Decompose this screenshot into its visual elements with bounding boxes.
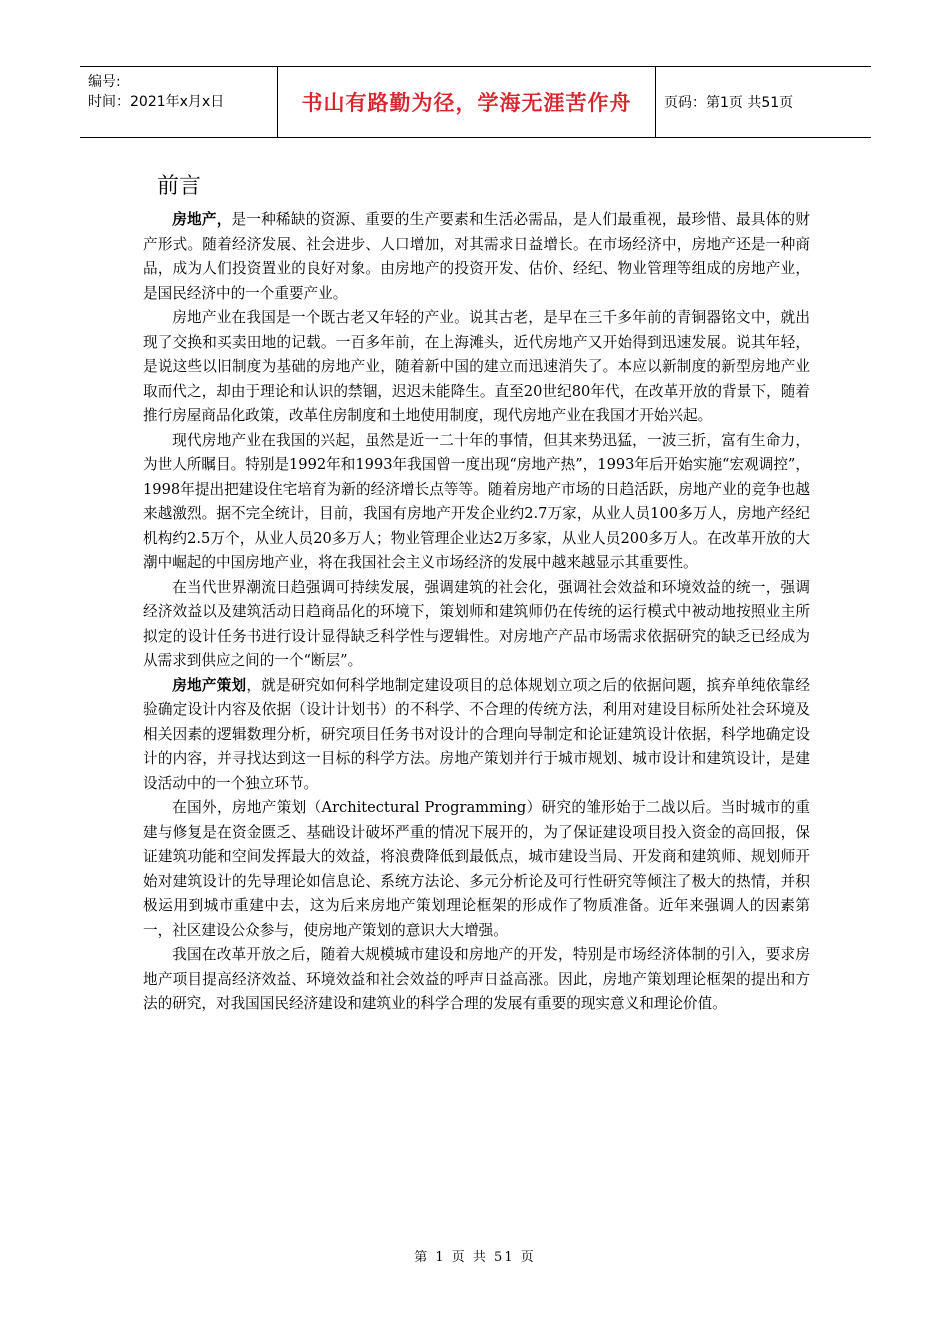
paragraph [143,576,810,674]
header-page-info: 页码：第1页 共51页 [664,95,794,111]
paragraph [143,208,810,306]
paragraph-text: ，就是研究如何科学地制定建设项目的总体规划立项之后的依据问题，摈弃单纯依靠经验确定设计内容及依据（设计计划书）的不科学、不合理的传统方法，利用对建设目标所处社会环境及相关因素的逻辑数理分析，研究项目任务书对设计的合理向导制定和论证建筑设计依据，科学地确定设计的内容，并寻找达到这一目标的科学方法。房地产策划并行于城市规划、城市设计和建筑设计，是建设活动中的一个独立环节。 [143,676,810,792]
paragraph-text: 现代房地产业在我国的兴起，虽然是近一二十年的事情，但其来势迅猛，一波三折，富有生命力，为世人所瞩目。特别是1992年和1993年我国曾一度出现“房地产热”，1993年后开始实施“宏观调控”，1998年提出把建设住宅培育为新的经济增长点等等。随着房地产市场的日趋活跃，房地产业的竞争也越来越激烈。据不完全统计，目前，我国有房地产开发企业约2.7万家，从业人员100多万人，房地产经纪机构约2.5万个，从业人员20多万人；物业管理企业达2万多家，从业人员200多万人。在改革开放的大潮中崛起的中国房地产业，将在我国社会主义市场经济的发展中越来越显示其重要性。 [143,431,810,571]
paragraph [143,796,810,943]
header-meta [80,67,278,137]
page-title: 前言 [157,174,202,199]
paragraph-lead: 房地产， [172,211,232,228]
paragraph [143,429,810,576]
body-text [143,208,810,1017]
paragraph-text: 房地产业在我国是一个既古老又年轻的产业。说其古老，是早在三千多年前的青铜器铭文中，就出现了交换和买卖田地的记载。一百多年前，在上海滩头，近代房地产又开始得到迅速发展。说其年轻，是说这些以旧制度为基础的房地产业，随着新中国的建立而迅速消失了。本应以新制度的新型房地产业取而代之，却由于理论和认识的禁锢，迟迟未能降生。直至20世纪80年代，在改革开放的背景下，随着推行房屋商品化政策，改革住房制度和土地使用制度，现代房地产业在我国才开始兴起。 [143,309,810,424]
page-footer: 第 1 页 共 51 页 [414,1250,536,1265]
header-motto: 书山有路勤为径，学海无涯苦作舟 [301,91,632,115]
header-page-info-cell [656,67,871,137]
paragraph-lead: 房地产策划 [172,676,247,694]
document-number-label: 编号: [88,74,121,90]
paragraph [143,943,810,1017]
paragraph [143,674,810,797]
paragraph-text: 在当代世界潮流日趋强调可持续发展，强调建筑的社会化，强调社会效益和环境效益的统一，强调经济效益以及建筑活动日趋商品化的环境下，策划师和建筑师仍在传统的运行模式中被动地按照业主所拟定的设计任务书进行设计显得缺乏科学性与逻辑性。对房地产产品市场需求依据研究的缺乏已经成为从需求到供应之间的一个“断层”。 [143,578,810,669]
header-motto-cell [278,67,656,137]
paragraph-text: 在国外，房地产策划（Architectural Programming）研究的雏形始于二战以后。当时城市的重建与修复是在资金匮乏、基础设计破坏严重的情况下展开的，为了保证建设项目投入资金的高回报，保证建筑功能和空间发挥最大的效益，将浪费降低到最低点，城市建设当局、开发商和建筑师、规划师开始对建筑设计的先导理论如信息论、系统方法论、多元分析论及可行性研究等倾注了极大的热情，并积极运用到城市重建中去，这为后来房地产策划理论框架的形成作了物质准备。近年来强调人的因素第一，社区建设公众参与，使房地产策划的意识大大增强。 [143,799,810,939]
paragraph [143,306,810,429]
paragraph-text: 我国在改革开放之后，随着大规模城市建设和房地产的开发，特别是市场经济体制的引入，要求房地产项目提高经济效益、环境效益和社会效益的呼声日益高涨。因此，房地产策划理论框架的提出和方法的研究，对我国国民经济建设和建筑业的科学合理的发展有重要的现实意义和理论价值。 [143,946,810,1012]
document-date: 时间：2021年x月x日 [88,94,225,110]
header-bar [80,66,871,138]
paragraph-text: 是一种稀缺的资源、重要的生产要素和生活必需品，是人们最重视，最珍惜、最具体的财产形式。随着经济发展、社会进步、人口增加，对其需求日益增长。在市场经济中，房地产还是一种商品，成为人们投资置业的良好对象。由房地产的投资开发、估价、经纪、物业管理等组成的房地产业，是国民经济中的一个重要产业。 [143,211,810,302]
